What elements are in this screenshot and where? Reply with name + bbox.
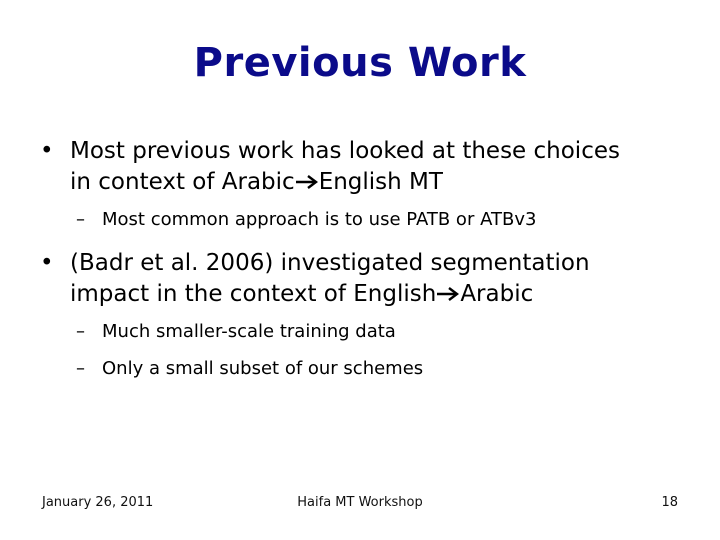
- bullet-2-sub-2-text: Only a small subset of our schemes: [102, 358, 424, 379]
- sub-dash: –: [76, 209, 85, 230]
- sub-dash: –: [76, 321, 85, 342]
- sub-dash: –: [76, 358, 85, 379]
- footer-page-number: 18: [661, 495, 678, 510]
- footer-date: January 26, 2011: [42, 495, 154, 510]
- bullet-1: [40, 136, 690, 198]
- bullet-1-line2-post: English MT: [318, 169, 443, 195]
- right-arrow-icon: [436, 286, 460, 302]
- bullet-dot: •: [40, 250, 54, 276]
- bullet-2-sub-1: [76, 320, 696, 344]
- slide-title: Previous Work: [193, 40, 527, 86]
- bullet-1-sub-1: [76, 208, 696, 232]
- bullet-2: [40, 248, 690, 310]
- bullet-2-text: [70, 248, 690, 310]
- bullet-1-line1: Most previous work has looked at these choices: [70, 138, 620, 164]
- bullet-1-line2-pre: in context of Arabic: [70, 169, 295, 195]
- bullet-2-sub-2: [76, 357, 696, 381]
- right-arrow-icon: [295, 174, 319, 190]
- bullet-1-text: [70, 136, 690, 198]
- bullet-2-line2-pre: impact in the context of English: [70, 281, 437, 307]
- bullet-2-sub-1-text: Much smaller-scale training data: [102, 321, 396, 342]
- footer-event: Haifa MT Workshop: [297, 495, 423, 510]
- bullet-dot: •: [40, 138, 54, 164]
- bullet-1-sub-1-text: Most common approach is to use PATB or ATBv3: [102, 209, 537, 230]
- bullet-2-line2-post: Arabic: [460, 281, 534, 307]
- bullet-2-line1: (Badr et al. 2006) investigated segmentation: [70, 250, 590, 276]
